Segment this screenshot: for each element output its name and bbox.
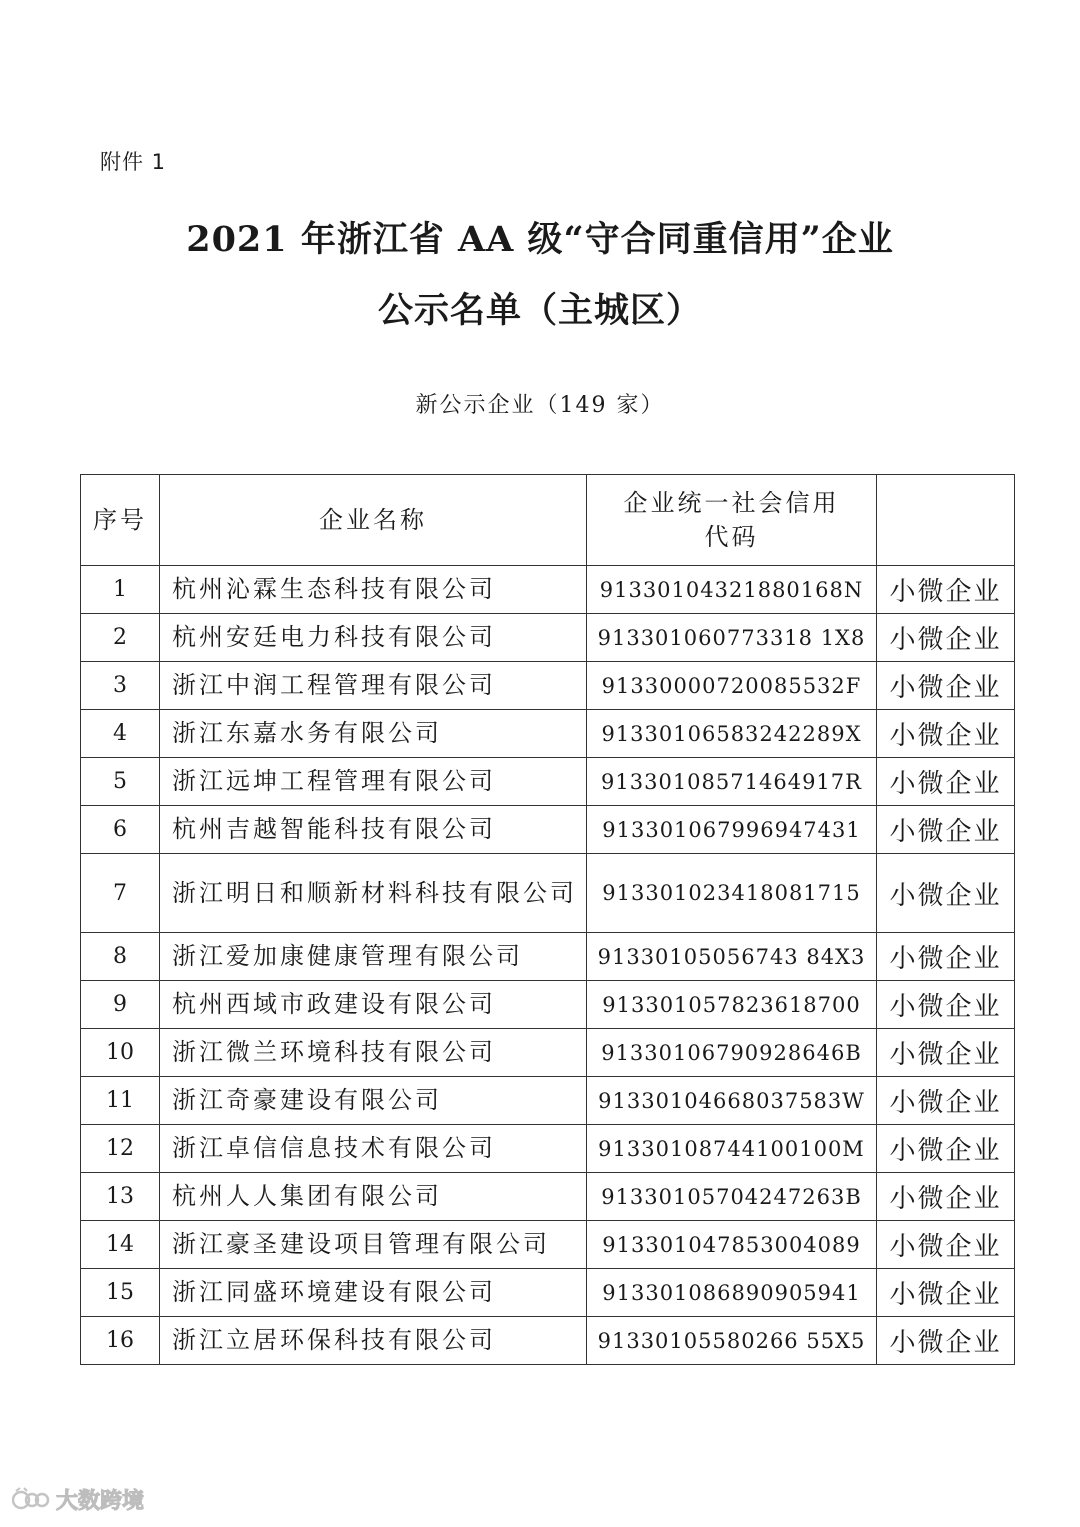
row-enterprise-type: 小微企业: [877, 1077, 1015, 1125]
row-credit-code: 913301047853004089: [587, 1221, 877, 1269]
row-enterprise-type: 小微企业: [877, 1317, 1015, 1365]
table-row: [81, 1125, 1015, 1173]
table-row: [81, 1221, 1015, 1269]
row-credit-code: 91330105704247263B: [587, 1173, 877, 1221]
row-credit-code: 91330105056743 84X3: [587, 933, 877, 981]
row-company-name: 杭州吉越智能科技有限公司: [160, 806, 587, 854]
row-enterprise-type: 小微企业: [877, 662, 1015, 710]
row-serial-no: 8: [81, 933, 160, 981]
watermark-text: 大数跨境: [56, 1489, 145, 1514]
table-row: [81, 933, 1015, 981]
row-company-name: 浙江明日和顺新材料科技有限公司: [160, 854, 587, 933]
row-credit-code: 91330104321880168N: [587, 566, 877, 614]
section-subtitle: 新公示企业（149 家）: [415, 393, 665, 418]
document-title-line-2: 公示名单（主城区）: [377, 290, 702, 331]
document-title-line-1: 2021 年浙江省 AA 级“守合同重信用”企业: [186, 219, 894, 260]
row-credit-code: 91330106790928646B: [587, 1029, 877, 1077]
row-company-name: 浙江立居环保科技有限公司: [160, 1317, 587, 1365]
row-company-name: 浙江中润工程管理有限公司: [160, 662, 587, 710]
header-credit-code-text: 企业统一社会信用代码: [623, 489, 840, 551]
row-company-name: 杭州西域市政建设有限公司: [160, 981, 587, 1029]
row-company-name: 浙江微兰环境科技有限公司: [160, 1029, 587, 1077]
row-serial-no: 10: [81, 1029, 160, 1077]
row-company-name: 浙江卓信信息技术有限公司: [160, 1125, 587, 1173]
row-serial-no: 13: [81, 1173, 160, 1221]
header-company-name: 企业名称: [160, 475, 587, 566]
table-row: [81, 758, 1015, 806]
row-serial-no: 6: [81, 806, 160, 854]
row-company-name: 杭州人人集团有限公司: [160, 1173, 587, 1221]
row-enterprise-type: 小微企业: [877, 806, 1015, 854]
row-enterprise-type: 小微企业: [877, 854, 1015, 933]
row-credit-code: 91330108571464917R: [587, 758, 877, 806]
row-credit-code: 91330000720085532F: [587, 662, 877, 710]
row-enterprise-type: 小微企业: [877, 710, 1015, 758]
row-enterprise-type: 小微企业: [877, 981, 1015, 1029]
table-row: [81, 806, 1015, 854]
header-serial-no: 序号: [81, 475, 160, 566]
row-enterprise-type: 小微企业: [877, 614, 1015, 662]
row-enterprise-type: 小微企业: [877, 1173, 1015, 1221]
table-row: [81, 854, 1015, 933]
row-company-name: 浙江爱加康健康管理有限公司: [160, 933, 587, 981]
row-company-name: 杭州安廷电力科技有限公司: [160, 614, 587, 662]
table-row: [81, 1077, 1015, 1125]
row-serial-no: 9: [81, 981, 160, 1029]
row-company-name: 浙江同盛环境建设有限公司: [160, 1269, 587, 1317]
row-enterprise-type: 小微企业: [877, 758, 1015, 806]
row-serial-no: 12: [81, 1125, 160, 1173]
row-company-name: 浙江奇豪建设有限公司: [160, 1077, 587, 1125]
row-credit-code: 913301023418081715: [587, 854, 877, 933]
row-credit-code: 913301057823618700: [587, 981, 877, 1029]
table-row: [81, 1173, 1015, 1221]
table-row: [81, 981, 1015, 1029]
row-serial-no: 1: [81, 566, 160, 614]
attachment-label: 附件 1: [100, 150, 167, 174]
watermark: [12, 1484, 144, 1515]
table-row: [81, 710, 1015, 758]
row-serial-no: 15: [81, 1269, 160, 1317]
row-company-name: 浙江远坤工程管理有限公司: [160, 758, 587, 806]
row-enterprise-type: 小微企业: [877, 1221, 1015, 1269]
row-credit-code: 91330105580266 55X5: [587, 1317, 877, 1365]
row-company-name: 杭州沁霖生态科技有限公司: [160, 566, 587, 614]
table-row: [81, 614, 1015, 662]
row-credit-code: 91330106583242289X: [587, 710, 877, 758]
row-serial-no: 2: [81, 614, 160, 662]
row-company-name: 浙江东嘉水务有限公司: [160, 710, 587, 758]
row-enterprise-type: 小微企业: [877, 1269, 1015, 1317]
row-credit-code: 91330108744100100M: [587, 1125, 877, 1173]
table-row: [81, 1317, 1015, 1365]
row-serial-no: 3: [81, 662, 160, 710]
row-enterprise-type: 小微企业: [877, 933, 1015, 981]
row-credit-code: 91330104668037583W: [587, 1077, 877, 1125]
row-serial-no: 4: [81, 710, 160, 758]
row-enterprise-type: 小微企业: [877, 1029, 1015, 1077]
row-serial-no: 14: [81, 1221, 160, 1269]
enterprise-table: [80, 474, 1015, 1365]
row-company-name: 浙江豪圣建设项目管理有限公司: [160, 1221, 587, 1269]
row-enterprise-type: 小微企业: [877, 566, 1015, 614]
table-body: [81, 566, 1015, 1365]
row-credit-code: 913301060773318 1X8: [587, 614, 877, 662]
table-row: [81, 1269, 1015, 1317]
row-serial-no: 5: [81, 758, 160, 806]
row-enterprise-type: 小微企业: [877, 1125, 1015, 1173]
table-row: [81, 662, 1015, 710]
header-enterprise-type: [877, 475, 1015, 566]
table-row: [81, 1029, 1015, 1077]
table-row: [81, 566, 1015, 614]
row-serial-no: 16: [81, 1317, 160, 1365]
bilibili-style-logo-icon: [12, 1487, 50, 1513]
header-credit-code: [587, 475, 877, 566]
row-serial-no: 11: [81, 1077, 160, 1125]
row-serial-no: 7: [81, 854, 160, 933]
row-credit-code: 913301086890905941: [587, 1269, 877, 1317]
table-header-row: [81, 475, 1015, 566]
row-credit-code: 913301067996947431: [587, 806, 877, 854]
